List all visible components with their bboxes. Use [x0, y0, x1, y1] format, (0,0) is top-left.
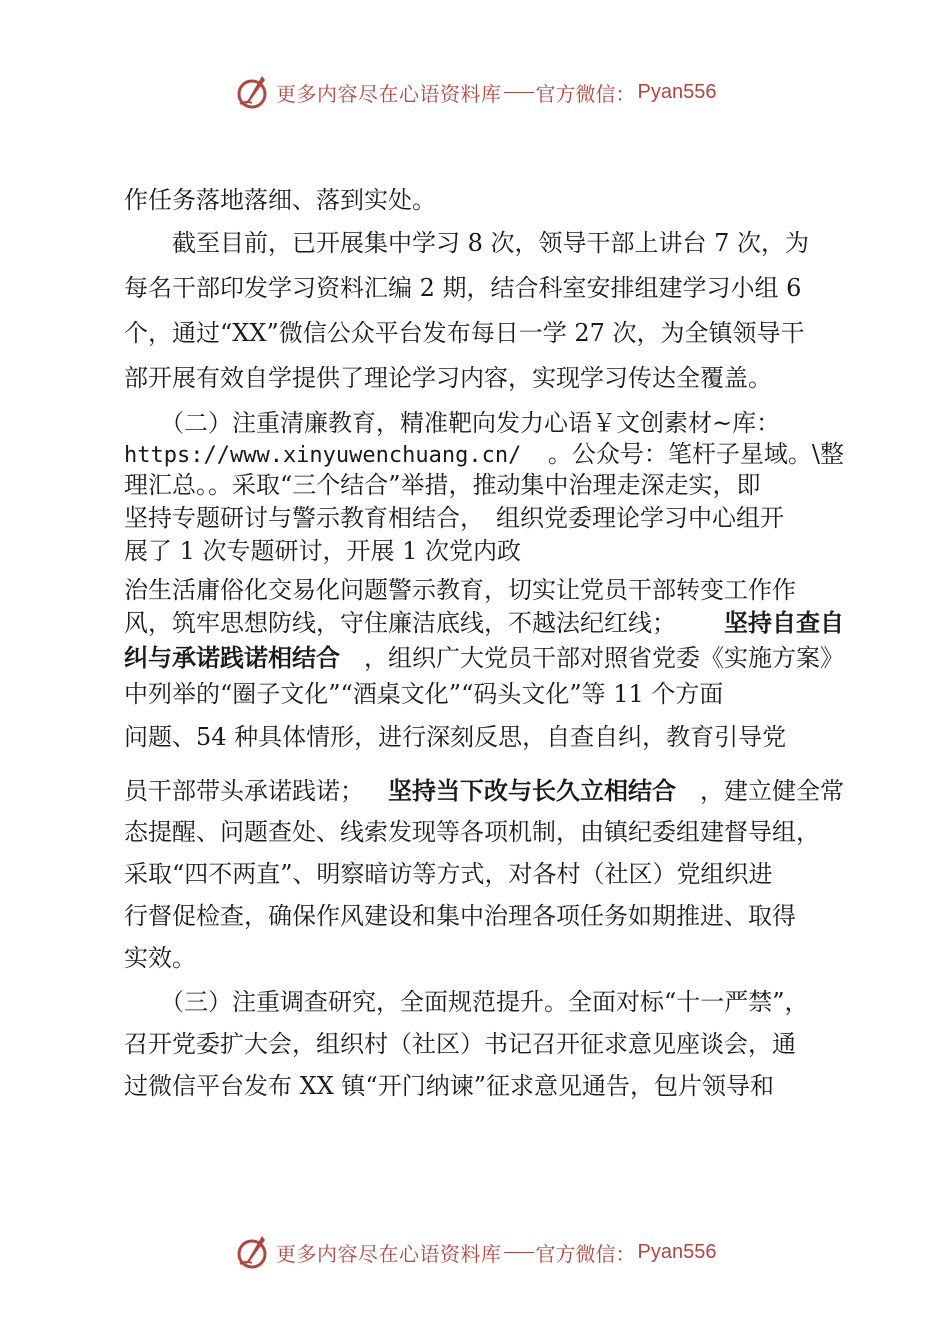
- url-text: https://www.xinyuwenchuang.cn/: [124, 443, 522, 468]
- banner-dash: [504, 92, 534, 93]
- text-line: 中列举的“圈子文化”“酒桌文化”“码头文化”等 11 个方面: [124, 680, 724, 708]
- text-line: 问题、54 种具体情形，进行深刻反思，自查自纠，教育引导党: [124, 723, 787, 751]
- banner-wechat-label: 官方微信：: [535, 1241, 636, 1266]
- bold-phrase: 坚持当下改与长久立相结合: [388, 777, 676, 805]
- text-line: 过微信平台发布 XX 镇“开门纳谏”征求意见通告，包片领导和: [124, 1072, 774, 1100]
- text-line: 个，通过“XX”微信公众平台发布每日一学 27 次，为全镇领导干: [124, 319, 805, 347]
- text-line: https://www.xinyuwenchuang.cn/ 。公众号：笔杆子星域。\整: [124, 436, 844, 472]
- text-line: 作任务落地落细、落到实处。: [124, 186, 436, 214]
- text-line: 截至目前，已开展集中学习 8 次，领导干部上讲台 7 次，为: [124, 229, 810, 257]
- text-line: 每名干部印发学习资料汇编 2 期，结合科室安排组建学习小组 6: [124, 274, 802, 302]
- text-line: 部开展有效自学提供了理论学习内容，实现学习传达全覆盖。: [124, 364, 772, 392]
- banner-text: 更多内容尽在心语资料库: [276, 1241, 502, 1266]
- text-line: 召开党委扩大会，组织村（社区）书记召开征求意见座谈会，通: [124, 1030, 796, 1058]
- text-line: 理汇总。。采取“三个结合”举措，推动集中治理走深走实，即: [124, 471, 761, 499]
- quill-pen-logo-icon: [232, 1232, 272, 1272]
- text-line: 实效。: [124, 944, 196, 972]
- banner-text: 更多内容尽在心语资料库: [276, 81, 502, 106]
- text-line: 纠与承诺践诺相结合 ，组织广大党员干部对照省党委《实施方案》: [124, 640, 844, 676]
- bold-phrase: 纠与承诺践诺相结合: [124, 644, 340, 672]
- text-line: 展了 1 次专题研讨，开展 1 次党内政: [124, 537, 522, 565]
- text-line: 员干部带头承诺践诺； 坚持当下改与长久立相结合 ，建立健全常: [124, 773, 844, 809]
- text-line: 治生活庸俗化交易化问题警示教育，切实让党员干部转变工作作: [124, 576, 796, 604]
- text-line: （三）注重调查研究，全面规范提升。全面对标“十一严禁”，: [124, 988, 809, 1016]
- banner-dash: [504, 1252, 534, 1253]
- text-line: 态提醒、问题查处、线索发现等各项机制，由镇纪委组建督导组，: [124, 818, 820, 846]
- bold-phrase: 坚持自查自: [724, 609, 844, 637]
- text-line: 行督促检查，确保作风建设和集中治理各项任务如期推进、取得: [124, 902, 796, 930]
- banner-wechat-id: Pyan556: [637, 80, 717, 103]
- text-line: 风，筑牢思想防线，守住廉洁底线，不越法纪红线； 坚持自查自: [124, 605, 844, 641]
- quill-pen-logo-icon: [232, 72, 272, 112]
- text-line: 采取“四不两直”、明察暗访等方式，对各村（社区）党组织进: [124, 860, 773, 888]
- banner-wechat-label: 官方微信：: [535, 81, 636, 106]
- header-banner: [232, 72, 716, 112]
- footer-banner: [232, 1232, 716, 1272]
- banner-wechat-id: Pyan556: [637, 1240, 717, 1263]
- text-line: 坚持专题研讨与警示教育相结合， 组织党委理论学习中心组开: [124, 504, 784, 532]
- text-line: （二）注重清廉教育，精准靶向发力心语￥文创素材~库：: [124, 409, 781, 437]
